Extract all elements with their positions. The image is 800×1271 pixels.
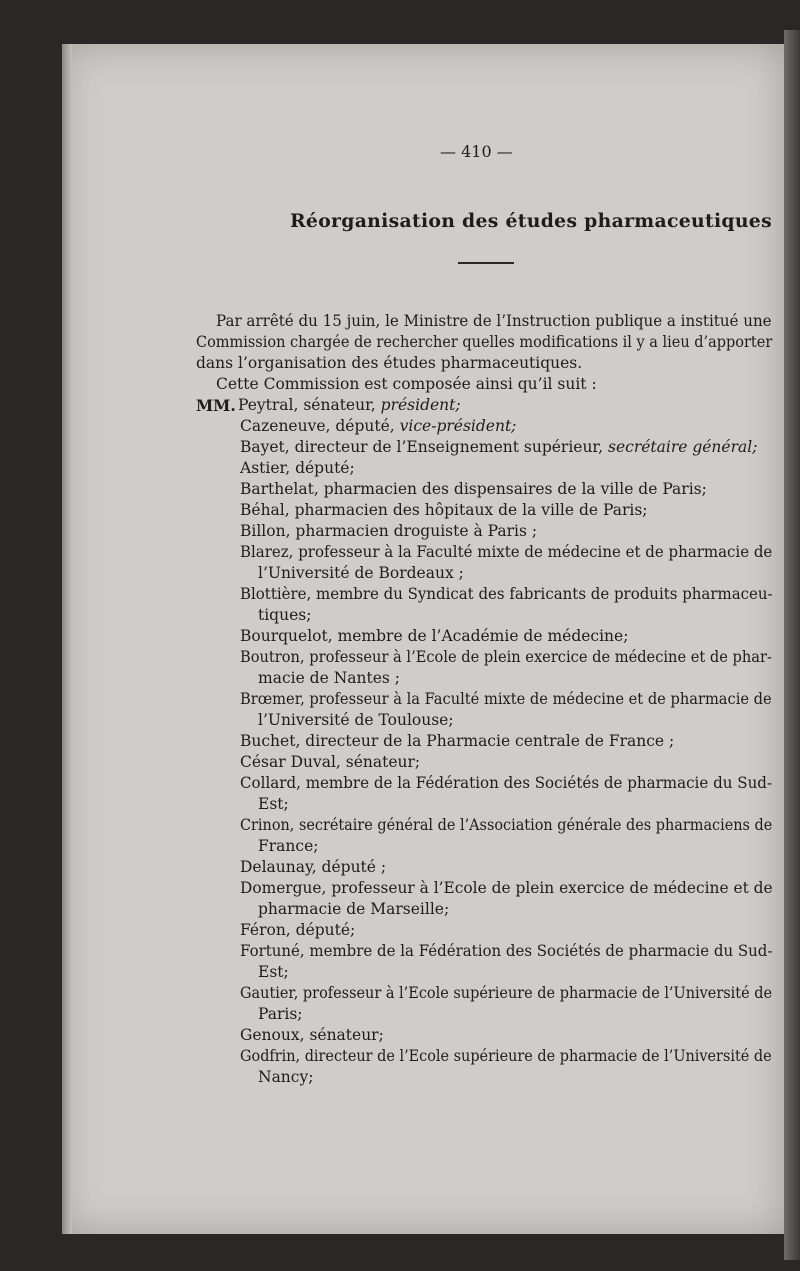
member-name: Peytral, sénateur, <box>238 396 376 414</box>
member-line-cont: Paris; <box>258 1005 303 1023</box>
member-line: César Duval, sénateur; <box>240 753 421 771</box>
member-line <box>238 396 461 414</box>
member-line: Godfrin, directeur de l’Ecole supérieure de pharmacie de l’Université de <box>240 1047 772 1065</box>
member-line <box>240 417 516 435</box>
member-line: Genoux, sénateur; <box>240 1026 384 1044</box>
member-role: secrétaire général; <box>608 438 758 456</box>
members-prefix: MM. <box>196 396 236 415</box>
member-line: Bourquelot, membre de l’Académie de médecine; <box>240 627 629 645</box>
member-line: Féron, député; <box>240 921 356 939</box>
member-line-cont: pharmacie de Marseille; <box>258 900 450 918</box>
member-name: Bayet, directeur de l’Enseignement supérieur, <box>240 438 604 456</box>
paragraph-line: dans l’organisation des études pharmaceutiques. <box>196 354 583 372</box>
member-line: Domergue, professeur à l’Ecole de plein exercice de médecine et de <box>240 879 773 897</box>
member-line-cont: Est; <box>258 795 289 813</box>
paragraph-line: Cette Commission est composée ainsi qu’il suit : <box>216 375 597 393</box>
member-line: Blarez, professeur à la Faculté mixte de médecine et de pharmacie de <box>240 543 773 561</box>
member-line-cont: l’Université de Toulouse; <box>258 711 454 729</box>
member-line: Astier, député; <box>240 459 355 477</box>
member-line: Gautier, professeur à l’Ecole supérieure de pharmacie de l’Université de <box>240 984 773 1002</box>
member-role: président; <box>380 396 461 414</box>
title-rule <box>458 262 514 264</box>
member-line: Béhal, pharmacien des hôpitaux de la ville de Paris; <box>240 501 648 519</box>
member-line: Crinon, secrétaire général de l’Association générale des pharmaciens de <box>240 816 773 834</box>
member-line-cont: France; <box>258 837 319 855</box>
member-name: Cazeneuve, député, <box>240 417 395 435</box>
member-line-cont: Nancy; <box>258 1068 314 1086</box>
member-line: Collard, membre de la Fédération des Sociétés de pharmacie du Sud- <box>240 774 773 792</box>
member-line: Boutron, professeur à l’Ecole de plein exercice de médecine et de phar- <box>240 648 772 666</box>
paragraph-line: Par arrêté du 15 juin, le Ministre de l’Instruction publique a institué une <box>216 312 772 330</box>
page-title: Réorganisation des études pharmaceutiques <box>290 210 772 232</box>
member-role: vice-président; <box>399 417 517 435</box>
member-line: Fortuné, membre de la Fédération des Sociétés de pharmacie du Sud- <box>240 942 773 960</box>
member-line-cont: l’Université de Bordeaux ; <box>258 564 464 582</box>
member-line: Buchet, directeur de la Pharmacie centrale de France ; <box>240 732 675 750</box>
member-line <box>240 438 757 456</box>
book-edge <box>784 30 800 1260</box>
member-line-cont: tiques; <box>258 606 312 624</box>
member-line: Brœmer, professeur à la Faculté mixte de médecine et de pharmacie de <box>240 690 772 708</box>
paragraph-line: Commission chargée de rechercher quelles modifications il y a lieu d’apporter <box>196 333 773 351</box>
member-line: Blottière, membre du Syndicat des fabricants de produits pharmaceu- <box>240 585 773 603</box>
member-line: Delaunay, député ; <box>240 858 387 876</box>
member-line-cont: Est; <box>258 963 289 981</box>
page-fold-shadow <box>62 44 72 1234</box>
member-line: Billon, pharmacien droguiste à Paris ; <box>240 522 538 540</box>
member-line-cont: macie de Nantes ; <box>258 669 400 687</box>
page-number: — 410 — <box>440 142 513 161</box>
member-line: Barthelat, pharmacien des dispensaires de la ville de Paris; <box>240 480 707 498</box>
